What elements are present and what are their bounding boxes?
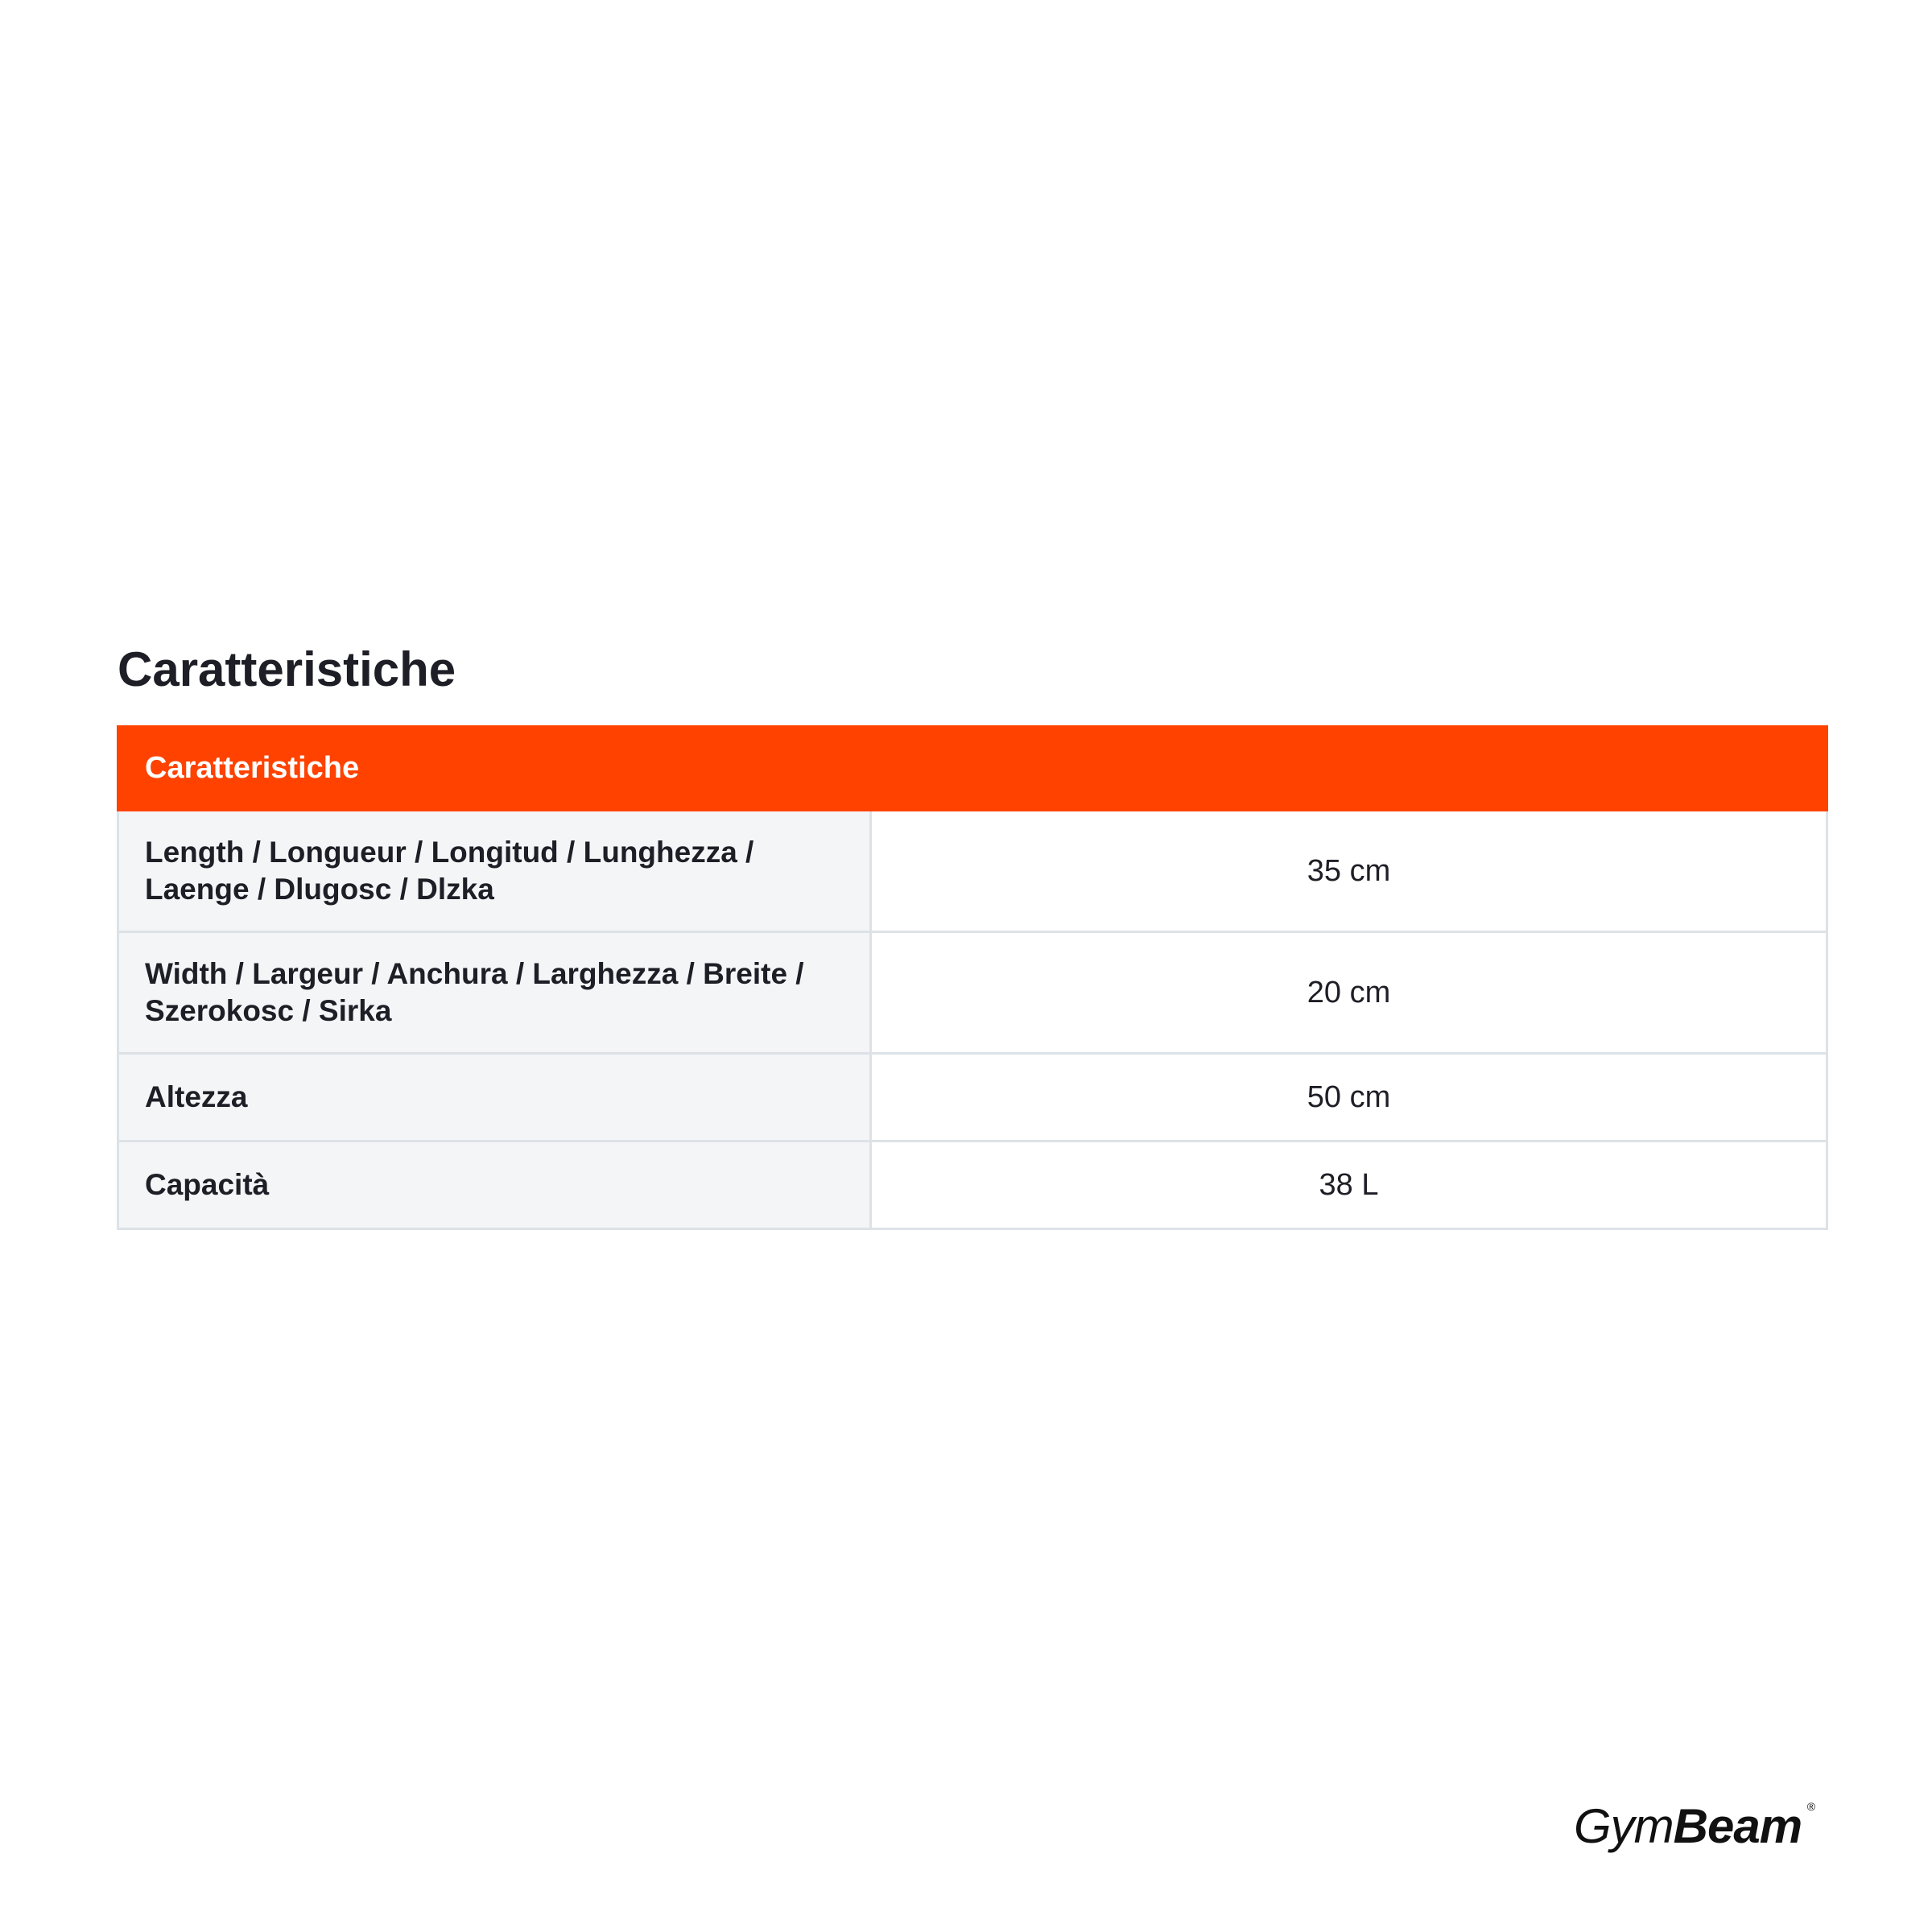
spec-value-height: 50 cm	[871, 1054, 1827, 1141]
spec-value-width: 20 cm	[871, 932, 1827, 1054]
spec-label-capacity: Capacità	[118, 1141, 871, 1229]
spec-label-height: Altezza	[118, 1054, 871, 1141]
logo-text-gym: Gym	[1574, 1799, 1674, 1853]
gymbeam-logo	[1574, 1798, 1815, 1854]
table-header-row	[118, 727, 1827, 811]
logo-text-beam: Beam	[1673, 1799, 1802, 1853]
specifications-table	[117, 725, 1828, 1230]
spec-value-length: 35 cm	[871, 811, 1827, 932]
table-row	[118, 1054, 1827, 1141]
spec-label-length: Length / Longueur / Longitud / Lunghezza / Laenge / Dlugosc / Dlzka	[118, 811, 871, 932]
table-row	[118, 932, 1827, 1054]
spec-value-capacity: 38 L	[871, 1141, 1827, 1229]
table-row	[118, 1141, 1827, 1229]
registered-mark: ®	[1806, 1800, 1815, 1813]
table-header: Caratteristiche	[118, 727, 1827, 811]
spec-label-width: Width / Largeur / Anchura / Larghezza / Breite / Szerokosc / Sirka	[118, 932, 871, 1054]
page-title: Caratteristiche	[118, 642, 456, 696]
table-row	[118, 811, 1827, 932]
